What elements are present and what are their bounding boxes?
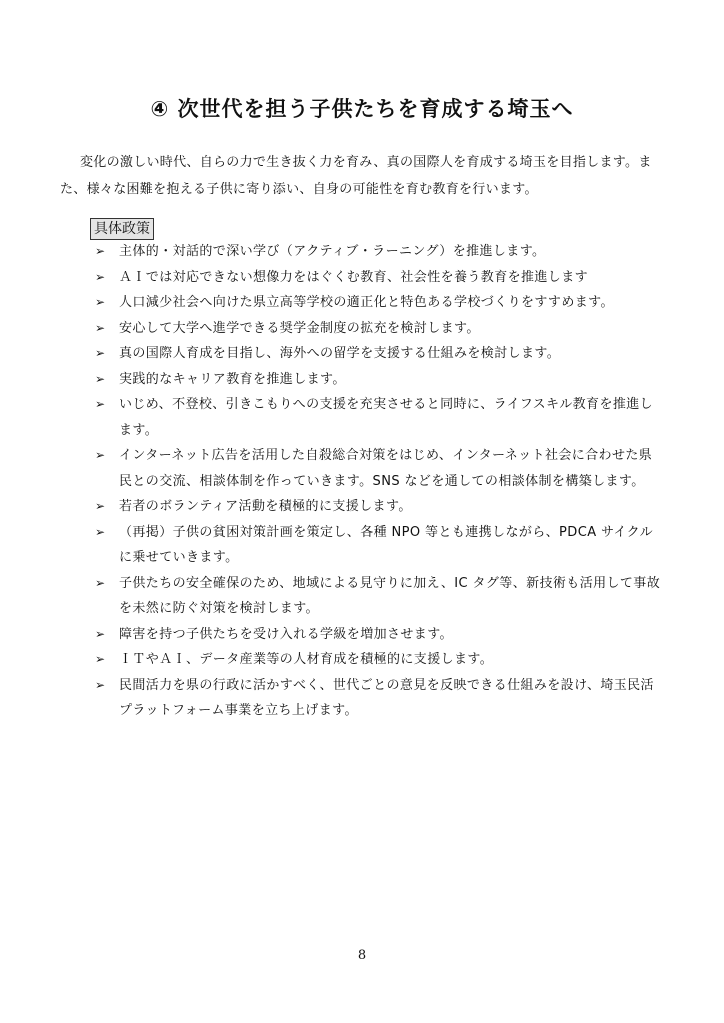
policy-item: [0, 367, 724, 393]
policy-item: [0, 290, 724, 316]
policy-text: インターネット広告を活用した自殺総合対策をはじめ、インターネット社会に合わせた県民との交流、相談体制を作っていきます。SNS などを通しての相談体制を構築します。: [119, 448, 653, 489]
arrow-bullet-icon: ➢: [95, 320, 106, 335]
policy-text: 人口減少社会へ向けた県立高等学校の適正化と特色ある学校づくりをすすめます。: [119, 295, 614, 310]
policy-text: 実践的なキャリア教育を推進します。: [119, 371, 346, 387]
arrow-bullet-icon: ➢: [95, 448, 106, 462]
arrow-bullet-icon: ➢: [95, 626, 106, 641]
policy-text: （再掲）子供の貧困対策計画を策定し、各種 NPO 等とも連携しながら、PDCA サイクルに乗せていきます。: [119, 524, 654, 565]
section-label-policies: 具体政策: [90, 218, 154, 240]
policy-item: [0, 341, 724, 367]
policy-text: 障害を持つ子供たちを受け入れる学級を増加させます。: [119, 626, 453, 642]
policy-item: [0, 265, 724, 291]
arrow-bullet-icon: ➢: [95, 269, 106, 284]
policy-text: 若者のボランティア活動を積極的に支援します。: [119, 499, 412, 514]
arrow-bullet-icon: ➢: [95, 346, 106, 360]
policy-item: [0, 392, 724, 443]
page-title: ④ 次世代を担う子供たちを育成する埼玉へ: [150, 97, 574, 121]
policy-text: 安心して大学へ進学できる奨学金制度の拡充を検討します。: [119, 320, 480, 336]
policy-text: ＩＴやＡＩ、データ産業等の人材育成を積極的に支援します。: [119, 652, 494, 667]
policy-item: [0, 316, 724, 342]
policy-text: いじめ、不登校、引きこもりへの支援を充実させると同時に、ライフスキル教育を推進します。: [119, 397, 654, 438]
arrow-bullet-icon: ➢: [95, 524, 106, 539]
arrow-bullet-icon: ➢: [95, 244, 106, 258]
policy-item: [0, 647, 724, 673]
policy-item: [0, 494, 724, 520]
policy-text: ＡＩでは対応できない想像力をはぐくむ教育、社会性を養う教育を推進します: [119, 269, 589, 285]
intro-paragraph: 変化の激しい時代、自らの力で生き抜く力を育み、真の国際人を育成する埼玉を目指します。また、様々な困難を抱える子供に寄り添い、自身の可能性を育む教育を行います。: [60, 155, 652, 197]
arrow-bullet-icon: ➢: [95, 652, 106, 666]
policy-text: 子供たちの安全確保のため、地域による見守りに加え、IC タグ等、新技術も活用して事故を未然に防ぐ対策を検討します。: [119, 575, 661, 616]
policy-list: [0, 239, 724, 724]
page-number: 8: [357, 948, 367, 963]
policy-item: [0, 520, 724, 571]
arrow-bullet-icon: ➢: [95, 397, 106, 411]
policy-item: [0, 443, 724, 494]
policy-text: 民間活力を県の行政に活かすべく、世代ごとの意見を反映できる仕組みを設け、埼玉民活プラットフォーム事業を立ち上げます。: [119, 677, 654, 718]
arrow-bullet-icon: ➢: [95, 295, 106, 309]
arrow-bullet-icon: ➢: [95, 677, 106, 692]
arrow-bullet-icon: ➢: [95, 371, 106, 386]
policy-text: 主体的・対話的で深い学び（アクティブ・ラーニング）を推進します。: [119, 244, 546, 259]
policy-item: [0, 571, 724, 622]
policy-item: [0, 622, 724, 648]
policy-text: 真の国際人育成を目指し、海外への留学を支援する仕組みを検討します。: [119, 346, 561, 361]
policy-item: [0, 673, 724, 724]
arrow-bullet-icon: ➢: [95, 575, 106, 590]
arrow-bullet-icon: ➢: [95, 499, 106, 513]
policy-item: [0, 239, 724, 265]
